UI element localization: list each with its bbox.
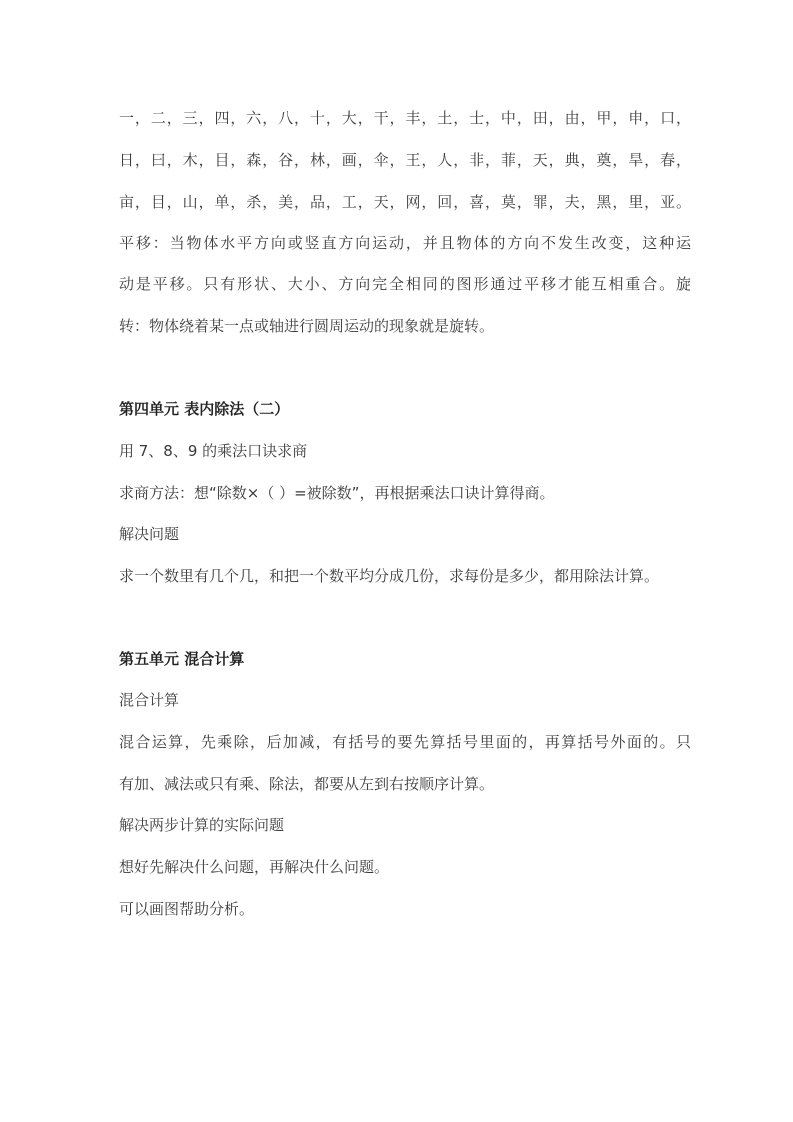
unit4-problem-text: 求一个数里有几个几，和把一个数平均分成几份，求每份是多少，都用除法计算。 xyxy=(119,567,660,585)
unit4-method: 求商方法：想“除数×（ ）=被除数”，再根据乘法口诀计算得商。 xyxy=(119,484,555,502)
unit5-subtitle: 混合计算 xyxy=(119,691,180,709)
unit5-rule-line-2: 有加、减法或只有乘、除法，都要从左到右按顺序计算。 xyxy=(119,775,495,793)
unit5-heading: 第五单元 混合计算 xyxy=(119,650,245,668)
unit5-rule-line-1: 混合运算，先乘除，后加减，有括号的要先算括号里面的，再算括号外面的。只 xyxy=(119,733,691,751)
transform-paragraph-line-2: 动是平移。只有形状、大小、方向完全相同的图形通过平移才能互相重合。旋 xyxy=(119,275,691,293)
transform-paragraph-line-1: 平移：当物体水平方向或竖直方向运动，并且物体的方向不发生改变，这种运 xyxy=(119,234,691,252)
character-list-line-2: 日，曰，木，目，森，谷，林，画，伞，王，人，非，菲，天，典，奠，旱，春， xyxy=(119,151,691,169)
transform-paragraph-line-3: 转：物体绕着某一点或轴进行圆周运动的现象就是旋转。 xyxy=(119,317,495,335)
unit5-problem-text-1: 想好先解决什么问题，再解决什么问题。 xyxy=(119,858,390,876)
unit4-heading: 第四单元 表内除法（二） xyxy=(119,400,290,418)
unit4-problem-title: 解决问题 xyxy=(119,525,180,543)
unit4-subtitle: 用 7、8、9 的乘法口诀求商 xyxy=(119,442,308,460)
unit5-problem-title: 解决两步计算的实际问题 xyxy=(119,816,285,834)
character-list-line-3: 亩，目，山，单，杀，美，品，工，天，网，回，喜，莫，罪，夫，黑，里，亚。 xyxy=(119,193,691,211)
character-list-line-1: 一，二，三，四，六，八，十，大，干，丰，土，士，中，田，由，甲，申，口， xyxy=(119,109,691,127)
unit5-problem-text-2: 可以画图帮助分析。 xyxy=(119,900,255,918)
